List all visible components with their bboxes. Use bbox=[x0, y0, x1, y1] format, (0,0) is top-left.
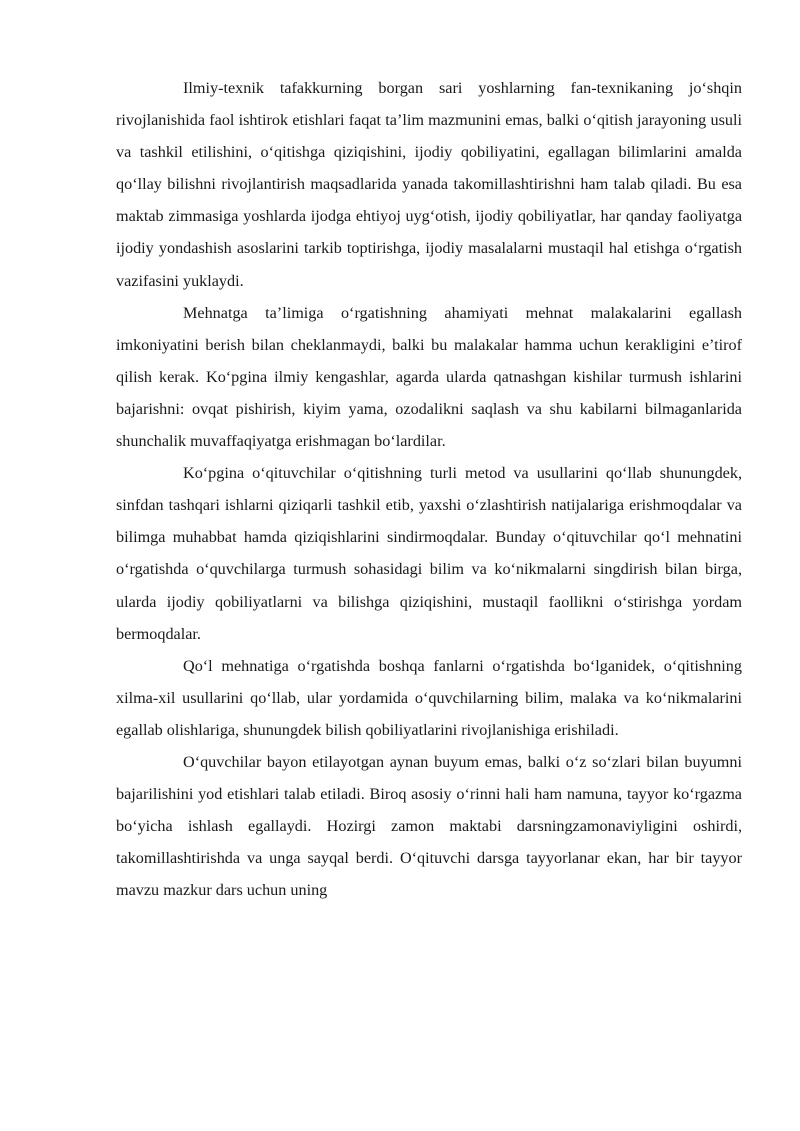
paragraph-5: O‘quvchilar bayon etilayotgan aynan buyum emas, balki o‘z so‘zlari bilan buyumni bajarilishini yod etishlari talab etiladi. Biroq asosiy o‘rinni hali ham namuna, tayyor ko‘rgazma bo‘yicha ishlash egallaydi. Hozirgi zamon maktabi darsningzamonaviyligini oshirdi, takomillashtirishda va unga sayqal berdi. O‘qituvchi darsga tayyorlanar ekan, har bir tayyor mavzu mazkur dars uchun uning bbox=[116, 752, 742, 900]
paragraph-1: Ilmiy-texnik tafakkurning borgan sari yoshlarning fan-texnikaning jo‘shqin rivojlanishida faol ishtirok etishlari faqat ta’lim mazmunini emas, balki o‘qitish jarayoning usuli va tashkil etilishini, o‘qitishga qiziqishini, ijodiy qobiliyatini, egallagan bilimlarini amalda qo‘llay bilishni rivojlantirish maqsadlarida yanada takomillashtirishni ham talab qiladi. Bu esa maktab zimmasiga yoshlarda ijodga ehtiyoj uyg‘otish, ijodiy qobiliyatlar, har qanday faoliyatga ijodiy yondashish asoslarini tarkib toptirishga, ijodiy masalalarni mustaqil hal etishga o‘rgatish vazifasini yuklaydi. bbox=[116, 79, 742, 290]
document-page bbox=[116, 72, 742, 906]
paragraph-4: Qo‘l mehnatiga o‘rgatishda boshqa fanlarni o‘rgatishda bo‘lganidek, o‘qitishning xilma-xil usullarini qo‘llab, ular yordamida o‘quvchilarning bilim, malaka va ko‘nikmalarini egallab olishlariga, shunungdek bilish qobiliyatlarini rivojlanishiga erishiladi. bbox=[116, 656, 742, 739]
paragraph-3: Ko‘pgina o‘qituvchilar o‘qitishning turli metod va usullarini qo‘llab shunungdek, sinfdan tashqari ishlarni qiziqarli tashkil etib, yaxshi o‘zlashtirish natijalariga erishmoqdalar va bilimga muhabbat hamda qiziqishlarini sindirmoqdalar. Bunday o‘qituvchilar qo‘l mehnatini o‘rgatishda o‘quvchilarga turmush sohasidagi bilim va ko‘nikmalarni singdirish bilan birga, ularda ijodiy qobiliyatlarni va bilishga qiziqishini, mustaqil faollikni o‘stirishga yordam bermoqdalar. bbox=[116, 464, 742, 643]
paragraph-2: Mehnatga ta’limiga o‘rgatishning ahamiyati mehnat malakalarini egallash imkoniyatini berish bilan cheklanmaydi, balki bu malakalar hamma uchun kerakligini e’tirof qilish kerak. Ko‘pgina ilmiy kengashlar, agarda ularda qatnashgan kishilar turmush ishlarini bajarishni: ovqat pishirish, kiyim yama, ozodalikni saqlash va shu kabilarni bilmaganlarida shunchalik muvaffaqiyatga erishmagan bo‘lardilar. bbox=[116, 303, 742, 451]
